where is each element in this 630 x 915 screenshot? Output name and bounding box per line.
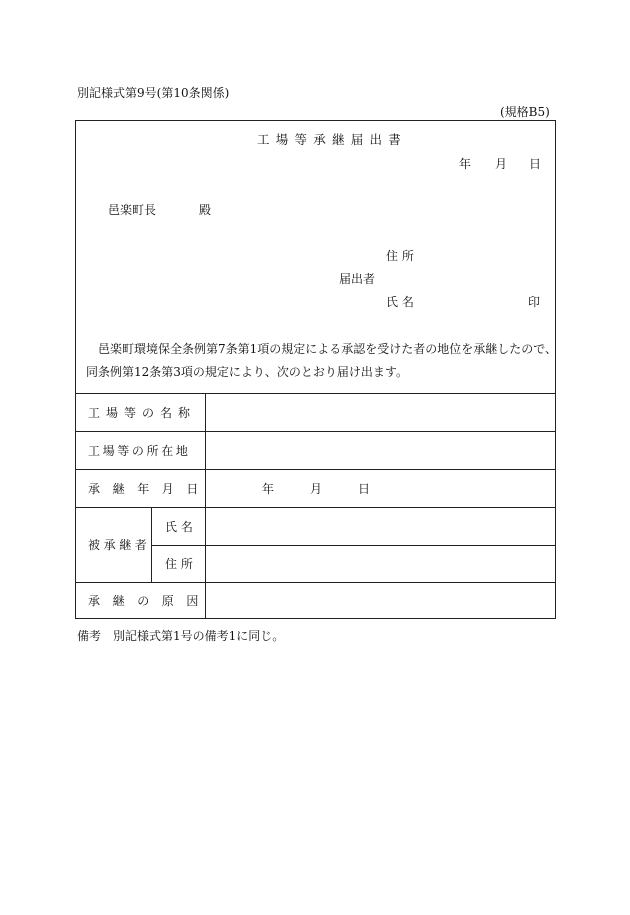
date-day: 日 <box>529 157 542 171</box>
row-factory-name-label: 工場等の名称 <box>88 405 197 420</box>
notifier-address-label: 住 所 <box>386 249 414 263</box>
size-note: (規格B5) <box>500 105 550 119</box>
body-line-1: 邑楽町環境保全条例第7条第1項の規定による承認を受けた者の地位を承継したので、 <box>98 342 558 356</box>
addressee-name: 邑楽町長 <box>108 203 157 217</box>
row-cause-label: 承継の原因 <box>88 594 212 608</box>
row-factory-location-label: 工場等の所在地 <box>88 443 191 458</box>
form-title: 工場等承継届出書 <box>257 132 408 147</box>
row-cause-value[interactable] <box>206 583 555 619</box>
row-succession-month: 月 <box>310 481 323 496</box>
row-predecessor-address-label: 住 所 <box>165 557 193 571</box>
date-year: 年 <box>459 157 472 171</box>
table-group-divider <box>151 507 152 582</box>
notifier-label: 届出者 <box>339 272 376 286</box>
row-predecessor-name-label: 氏 名 <box>165 519 193 534</box>
row-factory-name-value[interactable] <box>206 394 555 431</box>
form-frame <box>75 120 556 619</box>
row-succession-year: 年 <box>262 481 275 496</box>
form-number-label: 別記様式第9号(第10条関係) <box>77 86 230 100</box>
row-predecessor-label: 被承継者 <box>88 538 151 552</box>
date-month: 月 <box>495 157 508 171</box>
seal-mark: 印 <box>528 295 541 309</box>
body-line-2: 同条例第12条第3項の規定により、次のとおり届け出ます。 <box>86 365 408 379</box>
row-predecessor-address-value[interactable] <box>206 546 555 582</box>
footer-note: 備考 別記様式第1号の備考1に同じ。 <box>77 629 285 643</box>
notifier-name-label: 氏 名 <box>386 295 414 309</box>
row-predecessor-name-value[interactable] <box>206 508 555 545</box>
row-succession-day: 日 <box>358 481 371 496</box>
row-factory-location-value[interactable] <box>206 432 555 469</box>
addressee-honorific: 殿 <box>199 203 212 217</box>
row-succession-date-label: 承継年月日 <box>88 481 212 496</box>
